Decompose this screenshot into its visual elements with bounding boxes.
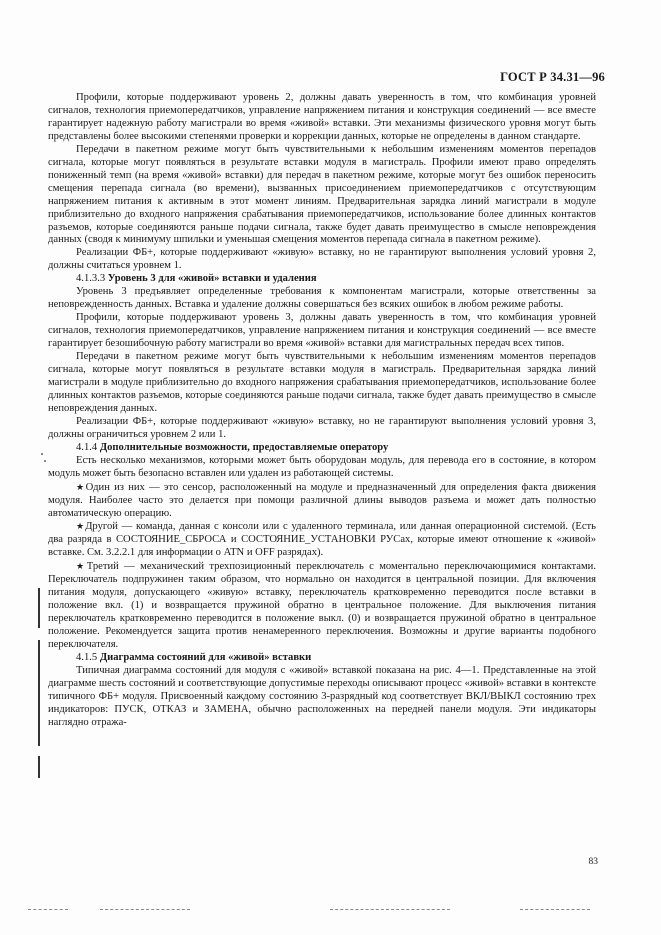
revision-margin-bar xyxy=(38,588,40,628)
paragraph: Типичная диаграмма состояний для модуля с «живой» вставкой показана на рис. 4—1. Представленные на этой диаграмме шесть состояний и соответствующие допустимые переходы описывают процесс «живой» вставки в контексте типичного ФБ+ модуля. Присвоенный каждому состоянию 3-разрядный код соответствует ВКЛ/ВЫКЛ состоянию трех индикаторов: ПУСК, ОТКАЗ и ЗАМЕНА, обычно расположенных на передней панели модуля. Эти индикаторы наглядно отража- xyxy=(48,664,596,728)
section-heading-4-1-4 xyxy=(48,442,596,455)
standard-header: ГОСТ Р 34.31—96 xyxy=(500,70,605,84)
paragraph: Профили, которые поддерживают уровень 3, должны давать уверенность в том, что комбинация уровней сигналов, технология приемопередатчиков, управление напряжением питания и конструкция соединений — все вместе гарантирует безошибочную работу магистрали во время «живой» вставки для магистральных передач всех типов. xyxy=(48,312,596,350)
section-heading-4-1-3-3 xyxy=(48,273,596,286)
paragraph: Есть несколько механизмов, которыми может быть оборудован модуль, для перевода его в состояние, в котором модуль может быть безопасно вставлен или удален из работающей системы. xyxy=(48,454,596,479)
bullet-paragraph xyxy=(48,520,596,560)
body-text xyxy=(48,92,596,730)
star-bullet-icon: ★ xyxy=(76,561,87,572)
section-title: Диаграмма состояний для «живой» вставки xyxy=(99,651,312,663)
section-heading-4-1-5 xyxy=(48,652,596,665)
section-title: Уровень 3 для «живой» вставки и удаления xyxy=(107,273,317,285)
paragraph: Уровень 3 предъявляет определенные требования к компонентам магистрали, которые ответственны за неповрежденность данных. Вставка и удаление должны совершаться без всяких ошибок в любом режиме работы. xyxy=(48,286,596,311)
footer-rule xyxy=(520,909,590,911)
paragraph: Профили, которые поддерживают уровень 2, должны давать уверенность в том, что комбинация уровней сигналов, технология приемопередатчиков, управление напряжением питания и конструкция соединений — все вместе гарантирует надежную работу магистрали во время «живой» вставки. Эти механизмы физического уровня могут быть представлены более высокими степенями проверки и коррекции данных, которые не определены в данном стандарте. xyxy=(48,92,596,142)
section-number: 4.1.4 xyxy=(76,441,98,453)
bullet-paragraph xyxy=(48,481,596,521)
paragraph: Реализации ФБ+, которые поддерживают «живую» вставку, но не гарантируют выполнения условий уровня 3, должны ограничиться уровнем 2 или 1. xyxy=(48,415,596,440)
star-bullet-icon: ★ xyxy=(76,481,86,492)
star-bullet-icon: ★ xyxy=(76,521,86,532)
section-number: 4.1.5 xyxy=(76,651,98,663)
paragraph: Реализации ФБ+, которые поддерживают «живую» вставку, но не гарантируют выполнения условий уровня 2, должны считаться уровнем 1. xyxy=(48,247,596,272)
bullet-text: Другой — команда, данная с консоли или с удаленного терминала, или данная операционной системой. (Есть два разряда в СОСТОЯНИЕ_СБРОСА и СОСТОЯНИЕ_УСТАНОВКИ РУСах, которые имеют отношение к «живой» вставке. См. 3.2.2.1 для информации о ATN и OFF разрядах). xyxy=(48,521,596,559)
revision-margin-bar xyxy=(38,756,40,778)
section-number: 4.1.3.3 xyxy=(76,273,106,285)
scan-speck xyxy=(44,460,46,462)
footer-rule xyxy=(100,909,190,911)
bullet-paragraph xyxy=(48,560,596,652)
bullet-text: Один из них — это сенсор, расположенный на модуле и предназначенный для определения факта движения модуля. Наиболее часто это делается при помощи различной длины выводов разъема и может дать полностью автоматическую операцию. xyxy=(48,481,596,519)
revision-margin-bar xyxy=(38,640,40,746)
footer-rule xyxy=(330,909,450,911)
page-number: 83 xyxy=(588,857,598,867)
paragraph: Передачи в пакетном режиме могут быть чувствительными к небольшим изменениям моментов перепадов сигнала, которые могут появляться в результате вставки модуля в магистраль. Предварительная зарядка линий магистрали в модуле приблизительно до входного напряжения срабатывания приемопередатчиков, использование более длинных контактов разъемов, которые соединяются раньше подачи сигнала, также будет давать преимущество в смысле неповреждения данных. xyxy=(48,351,596,414)
paragraph: Передачи в пакетном режиме могут быть чувствительными к небольшим изменениям моментов перепадов сигнала, которые могут появляться в результате вставки модуля в магистраль. Профили имеют право определять пониженный темп (на время «живой» вставки) для передач в пакетном режиме, которые могут без ошибок переносить смещения перепада сигнала (во времени), вызванных присоединением приемопередатчиков с отсутствующим напряжением питания к активным в этот момент линиям. Предварительная зарядка линий магистрали в модуле приблизительно до входного напряжения срабатывания приемопередатчиков, использование более длинных контактов разъемов, которые соединяются раньше подачи сигнала, также будет давать преимущество в смысле неповреждения данных (сводя к минимуму шпильки и уменьшая смещения моментов перепада сигнала в пакетном режиме). xyxy=(48,143,596,246)
footer-rule xyxy=(28,909,68,911)
section-title: Дополнительные возможности, предоставляемые оператору xyxy=(99,441,389,453)
scan-speck xyxy=(41,453,43,455)
bullet-text: Третий — механический трехпозиционный переключатель с моментально переключающимися контактами. Переключатель подпружинен таким образом, что нормально он находится в центральной позиции. Для включения питания модуля, допускающего «живую» вставку, переключатель кратковременно переводится после вставки в положение вкл. (1) и возвращается пружиной обратно в центральное положение. Для выключения питания переключатель кратковременно переводится в положение выкл. (0) и возвращается пружиной обратно в центральное положение. Рекомендуется защита против ненамеренного переключения. Возможны и другие варианты подобного переключателя. xyxy=(48,561,596,651)
